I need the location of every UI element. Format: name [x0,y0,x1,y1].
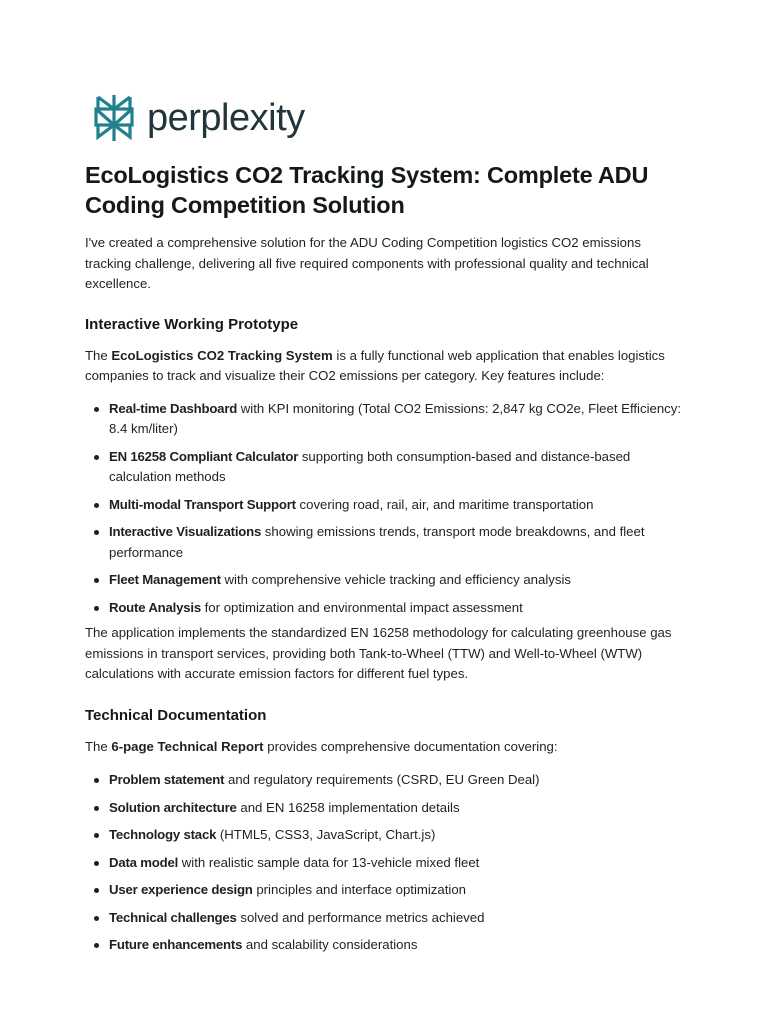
documentation-list [85,770,685,956]
item-text: with realistic sample data for 13-vehicle mixed fleet [178,854,480,870]
item-bold: Multi-modal Transport Support [109,496,296,512]
item-bold: Technology stack [109,827,217,842]
item-text: (HTML5, CSS3, JavaScript, Chart.js) [216,827,436,842]
perplexity-logo-icon [93,93,135,143]
item-bold: Solution architecture [109,799,237,815]
section-heading: Interactive Working Prototype [85,315,299,333]
lead-bold: EcoLogistics CO2 Tracking System [111,347,333,363]
item-bold: Technical challenges [109,909,237,925]
item-bold: Route Analysis [109,599,201,615]
section-lead [85,737,685,758]
list-item [85,880,685,901]
lead-text: The [85,347,112,363]
item-bold: Real-time Dashboard [109,400,238,416]
list-item [85,399,685,440]
list-item [85,825,685,846]
section-lead [85,346,685,387]
lead-text: The [85,738,112,754]
item-text: with comprehensive vehicle tracking and efficiency analysis [220,572,571,587]
list-item [85,770,685,791]
item-bold: Fleet Management [109,572,221,587]
lead-text: provides comprehensive documentation covering: [263,738,558,754]
list-item [85,798,685,819]
intro-paragraph: I've created a comprehensive solution for the ADU Coding Competition logistics CO2 emissions tracking challenge, delivering all five required components with professional quality and technical excellence. [85,235,649,291]
feature-list [85,399,685,619]
article [85,160,685,963]
item-bold: Problem statement [109,772,225,787]
item-bold: EN 16258 Compliant Calculator [109,448,299,464]
item-text: covering road, rail, air, and maritime transportation [295,496,594,512]
item-text: solved and performance metrics achieved [236,909,485,925]
list-item [85,908,685,929]
list-item [85,495,685,516]
list-item [85,853,685,874]
item-bold: User experience design [109,882,253,897]
section-paragraph: The application implements the standardized EN 16258 methodology for calculating greenhouse gas emissions in transport services, providing both Tank-to-Wheel (TTW) and Well-to-Wheel (WTW) calculations with accurate emission factors for different fuel types. [85,625,672,681]
item-text: and regulatory requirements (CSRD, EU Green Deal) [224,772,540,787]
item-bold: Interactive Visualizations [109,524,262,539]
list-item [85,447,685,488]
item-text: for optimization and environmental impact assessment [200,599,523,615]
list-item [85,522,685,563]
lead-text: is a fully functional web application that enables logistics companies to track and visualize their CO2 emissions per category. Key features include: [85,347,665,383]
list-item [85,598,685,619]
item-text: supporting both consumption-based and distance-based calculation methods [109,448,631,484]
lead-bold: 6-page Technical Report [111,738,264,754]
page-title: EcoLogistics CO2 Tracking System: Complete ADU Coding Competition Solution [85,162,649,218]
item-bold: Data model [109,854,179,870]
item-text: principles and interface optimization [252,882,466,897]
section-heading: Technical Documentation [85,706,267,724]
list-item [85,570,685,591]
brand-name: perplexity [147,97,305,139]
item-text: showing emissions trends, transport mode breakdowns, and fleet performance [109,524,645,560]
item-bold: Future enhancements [109,937,243,952]
brand-logo [93,93,305,143]
item-text: and scalability considerations [242,937,418,952]
list-item [85,935,685,956]
item-text: and EN 16258 implementation details [236,799,460,815]
item-text: with KPI monitoring (Total CO2 Emissions: 2,847 kg CO2e, Fleet Efficiency: 8.4 km/liter) [109,400,682,436]
